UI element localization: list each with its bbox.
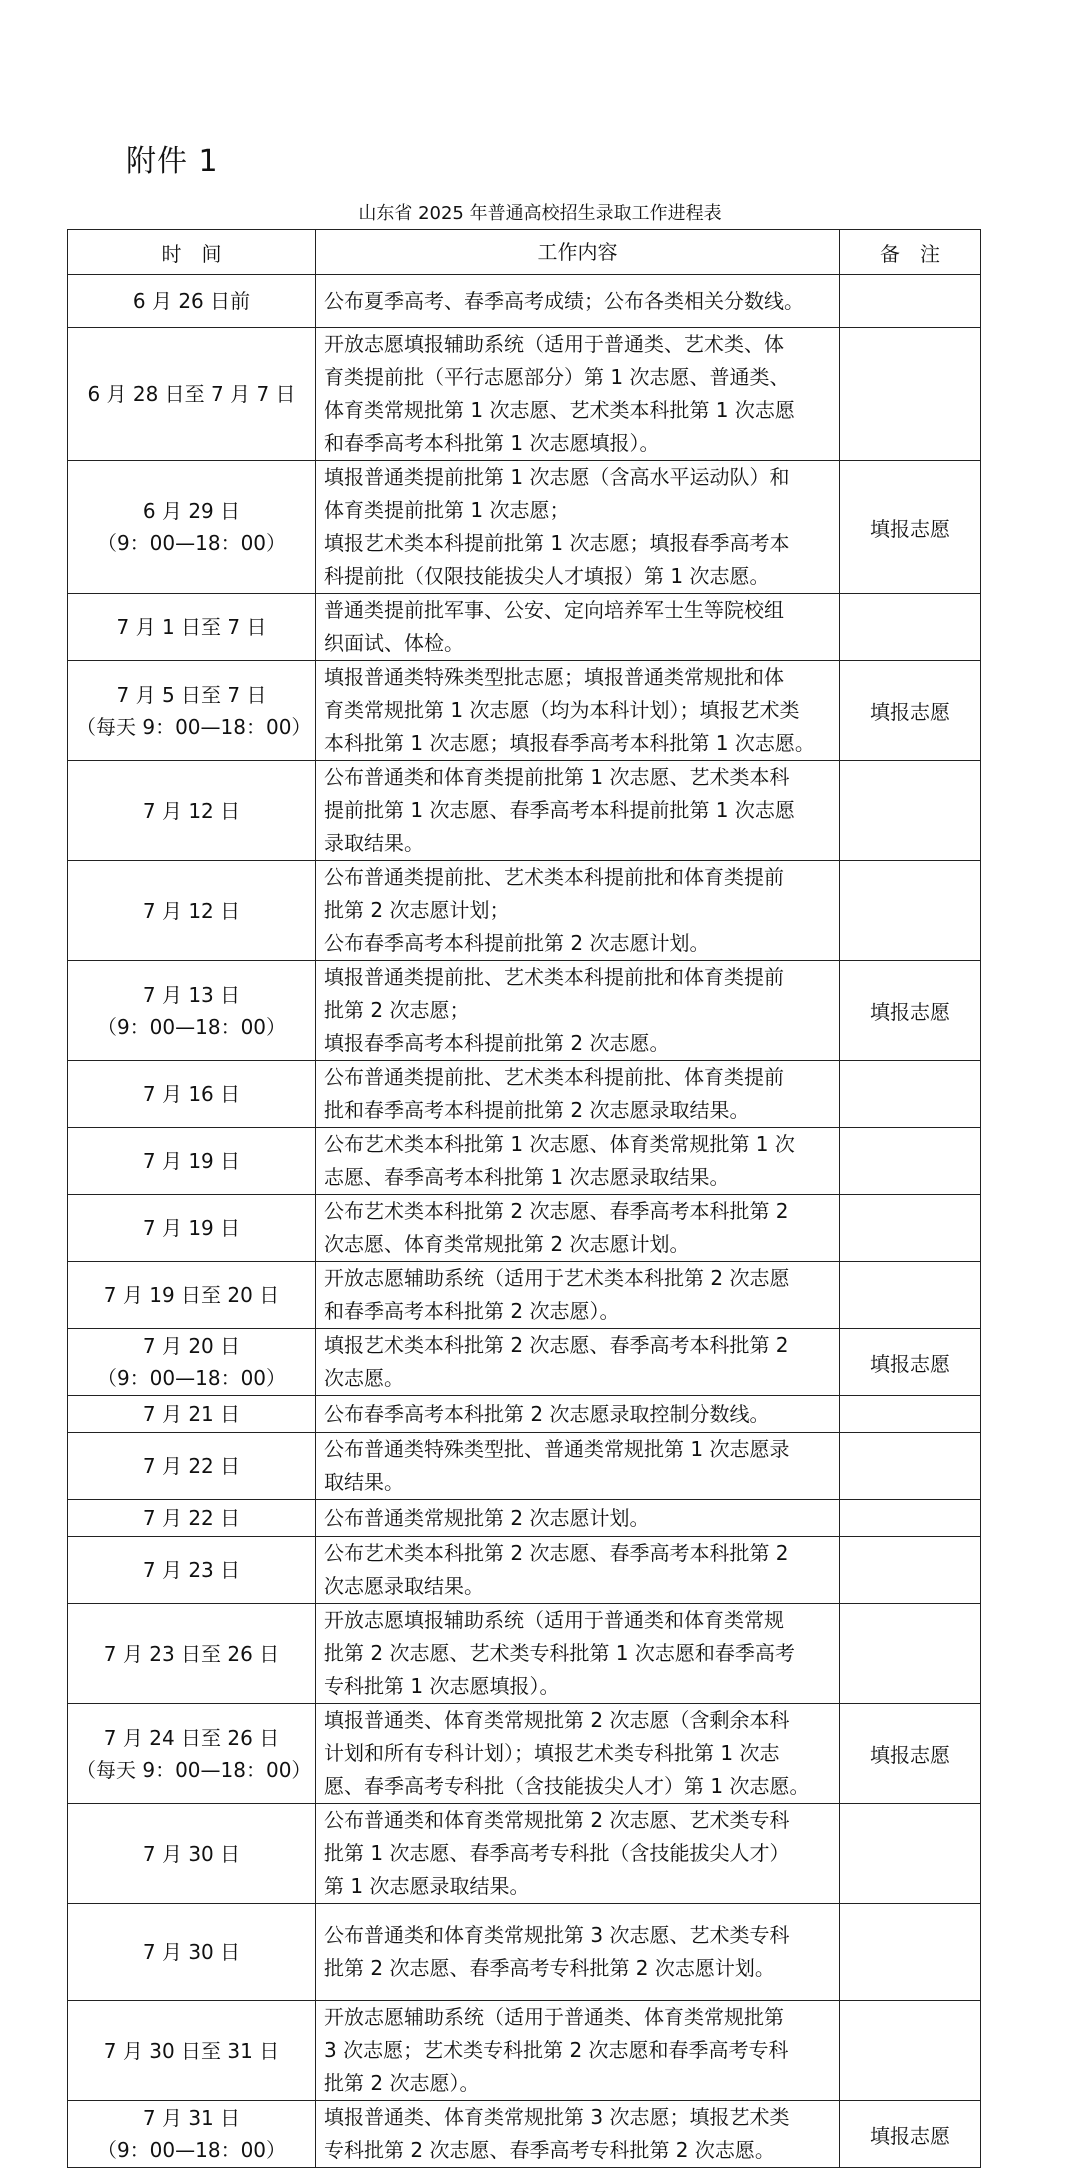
content-cell — [316, 1061, 840, 1128]
table-row — [68, 594, 981, 661]
time-line: （每天 9：00—18：00） — [76, 714, 312, 739]
time-cell — [68, 1061, 316, 1128]
table-row — [68, 2001, 981, 2101]
table-row — [68, 1704, 981, 1804]
time-line: （9：00—18：00） — [96, 1366, 287, 1390]
time-line: 6 月 29 日 — [142, 499, 241, 523]
content-line: 开放志愿填报辅助系统（适用于普通类和体育类常规 — [324, 1608, 784, 1632]
time-line: （9：00—18：00） — [96, 2138, 287, 2162]
time-cell — [68, 1396, 316, 1433]
content-line: 公布普通类和体育类常规批第 2 次志愿、艺术类专科 — [324, 1808, 790, 1832]
content-line: 填报普通类提前批第 1 次志愿（含高水平运动队）和 — [324, 465, 790, 489]
content-line: 批第 2 次志愿； — [324, 998, 470, 1022]
time-cell — [68, 1904, 316, 2001]
content-cell — [316, 2101, 840, 2168]
time-cell — [68, 2101, 316, 2168]
content-cell — [316, 1500, 840, 1537]
time-line: 7 月 19 日 — [142, 1149, 241, 1173]
content-cell — [316, 1262, 840, 1329]
note-cell: 填报志愿 — [840, 1704, 981, 1804]
note-cell — [840, 1804, 981, 1904]
content-line: 录取结果。 — [324, 831, 424, 855]
note-cell — [840, 1537, 981, 1604]
note-cell: 填报志愿 — [840, 661, 981, 761]
content-line: 专科批第 1 次志愿填报）。 — [324, 1674, 560, 1698]
content-line: 第 1 次志愿录取结果。 — [324, 1874, 530, 1898]
content-line: 育类提前批（平行志愿部分）第 1 次志愿、普通类、 — [324, 365, 790, 389]
content-line: 填报普通类、体育类常规批第 3 次志愿；填报艺术类 — [324, 2105, 790, 2129]
note-cell — [840, 1195, 981, 1262]
time-line: 7 月 5 日至 7 日 — [116, 682, 267, 707]
table-row — [68, 1904, 981, 2001]
time-line: 7 月 12 日 — [142, 898, 241, 923]
time-line: 7 月 21 日 — [142, 1402, 241, 1426]
time-line: 7 月 30 日至 31 日 — [103, 2038, 280, 2063]
content-line: 本科批第 1 次志愿；填报春季高考本科批第 1 次志愿。 — [324, 731, 815, 755]
table-row — [68, 961, 981, 1061]
header-content: 工作内容 — [316, 230, 840, 275]
content-line: 愿、春季高考专科批（含技能拔尖人才）第 1 次志愿。 — [324, 1774, 810, 1798]
header-time: 时 间 — [68, 230, 316, 275]
time-line: 7 月 1 日至 7 日 — [116, 615, 267, 639]
note-cell — [840, 2001, 981, 2101]
time-line: （每天 9：00—18：00） — [76, 1757, 312, 1782]
content-line: 体育类常规批第 1 次志愿、艺术类本科批第 1 次志愿 — [324, 398, 795, 422]
time-line: 7 月 12 日 — [142, 798, 241, 823]
admission-schedule-table — [67, 229, 981, 2168]
content-line: 和春季高考本科批第 1 次志愿填报）。 — [324, 431, 660, 455]
content-line: 公布普通类提前批、艺术类本科提前批、体育类提前 — [324, 1065, 784, 1089]
content-cell — [316, 661, 840, 761]
table-row — [68, 1537, 981, 1604]
time-cell — [68, 961, 316, 1061]
time-cell — [68, 1262, 316, 1329]
time-cell — [68, 328, 316, 461]
content-line: 和春季高考本科批第 2 次志愿）。 — [324, 1299, 620, 1323]
table-row — [68, 1262, 981, 1329]
time-cell — [68, 861, 316, 961]
time-line: 7 月 23 日至 26 日 — [103, 1641, 280, 1666]
time-cell — [68, 1329, 316, 1396]
content-line: 计划和所有专科计划）；填报艺术类专科批第 1 次志 — [324, 1741, 780, 1765]
time-line: 7 月 19 日至 20 日 — [103, 1283, 280, 1307]
table-row — [68, 1061, 981, 1128]
note-cell — [840, 1904, 981, 2001]
table-row — [68, 1500, 981, 1537]
content-line: 批第 2 次志愿、春季高考专科批第 2 次志愿计划。 — [324, 1956, 775, 1980]
time-cell — [68, 1804, 316, 1904]
content-cell — [316, 2001, 840, 2101]
content-line: 次志愿录取结果。 — [324, 1574, 484, 1598]
note-cell: 填报志愿 — [840, 1329, 981, 1396]
content-line: 公布春季高考本科批第 2 次志愿录取控制分数线。 — [324, 1401, 770, 1426]
time-cell — [68, 275, 316, 328]
content-line: 批第 2 次志愿、艺术类专科批第 1 次志愿和春季高考 — [324, 1641, 795, 1665]
note-cell — [840, 1061, 981, 1128]
note-cell — [840, 1604, 981, 1704]
time-cell — [68, 1704, 316, 1804]
content-line: 志愿、春季高考本科批第 1 次志愿录取结果。 — [324, 1165, 730, 1189]
content-line: 体育类提前批第 1 次志愿； — [324, 498, 570, 522]
time-cell — [68, 2001, 316, 2101]
table-header-row — [68, 230, 981, 275]
header-note: 备 注 — [840, 230, 981, 275]
table-row — [68, 328, 981, 461]
content-line: 填报普通类特殊类型批志愿；填报普通类常规批和体 — [324, 665, 784, 689]
document-title: 山东省 2025 年普通高校招生录取工作进程表 — [358, 203, 722, 224]
time-line: 7 月 22 日 — [142, 1506, 241, 1530]
content-line: 育类常规批第 1 次志愿（均为本科计划）；填报艺术类 — [324, 698, 800, 722]
content-line: 批第 2 次志愿）。 — [324, 2071, 480, 2095]
content-cell — [316, 1604, 840, 1704]
note-cell — [840, 761, 981, 861]
table-row — [68, 1396, 981, 1433]
time-line: 7 月 30 日 — [142, 1940, 241, 1964]
note-cell — [840, 1396, 981, 1433]
content-line: 取结果。 — [324, 1470, 404, 1494]
content-line: 提前批第 1 次志愿、春季高考本科提前批第 1 次志愿 — [324, 798, 795, 822]
content-line: 次志愿。 — [324, 1366, 404, 1390]
content-line: 填报艺术类本科批第 2 次志愿、春季高考本科批第 2 — [324, 1333, 789, 1357]
time-line: 6 月 26 日前 — [132, 289, 251, 313]
table-row — [68, 275, 981, 328]
content-line: 普通类提前批军事、公安、定向培养军士生等院校组 — [324, 598, 784, 622]
attachment-label: 附件 1 — [126, 144, 219, 179]
content-line: 次志愿、体育类常规批第 2 次志愿计划。 — [324, 1232, 690, 1256]
content-line: 开放志愿辅助系统（适用于艺术类本科批第 2 次志愿 — [324, 1266, 790, 1290]
table-row — [68, 1604, 981, 1704]
time-line: 7 月 22 日 — [142, 1454, 241, 1478]
content-line: 专科批第 2 次志愿、春季高考专科批第 2 次志愿。 — [324, 2138, 775, 2162]
content-cell — [316, 961, 840, 1061]
content-line: 公布艺术类本科批第 1 次志愿、体育类常规批第 1 次 — [324, 1132, 795, 1156]
table-row — [68, 761, 981, 861]
time-line: 7 月 16 日 — [142, 1082, 241, 1106]
content-line: 公布普通类提前批、艺术类本科提前批和体育类提前 — [324, 865, 784, 889]
note-cell: 填报志愿 — [840, 961, 981, 1061]
content-line: 公布夏季高考、春季高考成绩；公布各类相关分数线。 — [324, 288, 804, 313]
table-row — [68, 1128, 981, 1195]
content-line: 公布普通类常规批第 2 次志愿计划。 — [324, 1505, 650, 1530]
content-cell — [316, 1128, 840, 1195]
time-line: 7 月 13 日 — [142, 982, 241, 1007]
content-cell — [316, 594, 840, 661]
content-cell — [316, 1804, 840, 1904]
time-cell — [68, 1433, 316, 1500]
time-line: 7 月 30 日 — [142, 1841, 241, 1866]
content-cell — [316, 1195, 840, 1262]
time-cell — [68, 761, 316, 861]
time-cell — [68, 1604, 316, 1704]
note-cell — [840, 275, 981, 328]
note-cell — [840, 861, 981, 961]
table-row — [68, 661, 981, 761]
time-cell — [68, 1500, 316, 1537]
content-line: 公布艺术类本科批第 2 次志愿、春季高考本科批第 2 — [324, 1541, 789, 1565]
content-line: 开放志愿填报辅助系统（适用于普通类、艺术类、体 — [324, 332, 784, 356]
time-line: 7 月 31 日 — [142, 2106, 241, 2130]
content-line: 填报春季高考本科提前批第 2 次志愿。 — [324, 1031, 670, 1055]
note-cell — [840, 1433, 981, 1500]
time-line: 6 月 28 日至 7 月 7 日 — [87, 382, 296, 406]
note-cell: 填报志愿 — [840, 2101, 981, 2168]
table-row — [68, 1804, 981, 1904]
note-cell — [840, 1262, 981, 1329]
content-line: 公布春季高考本科提前批第 2 次志愿计划。 — [324, 931, 710, 955]
time-cell — [68, 1537, 316, 1604]
time-line: （9：00—18：00） — [96, 1014, 287, 1039]
table-row — [68, 461, 981, 594]
note-cell: 填报志愿 — [840, 461, 981, 594]
content-line: 公布普通类特殊类型批、普通类常规批第 1 次志愿录 — [324, 1437, 790, 1461]
time-line: 7 月 19 日 — [142, 1216, 241, 1240]
time-cell — [68, 661, 316, 761]
content-cell — [316, 1704, 840, 1804]
content-line: 公布普通类和体育类提前批第 1 次志愿、艺术类本科 — [324, 765, 790, 789]
time-cell — [68, 461, 316, 594]
content-cell — [316, 328, 840, 461]
content-line: 填报普通类、体育类常规批第 2 次志愿（含剩余本科 — [324, 1708, 790, 1732]
table-row — [68, 1433, 981, 1500]
content-line: 公布普通类和体育类常规批第 3 次志愿、艺术类专科 — [324, 1923, 790, 1947]
table-row — [68, 861, 981, 961]
note-cell — [840, 1500, 981, 1537]
content-line: 3 次志愿；艺术类专科批第 2 次志愿和春季高考专科 — [324, 2038, 789, 2062]
content-line: 公布艺术类本科批第 2 次志愿、春季高考本科批第 2 — [324, 1199, 789, 1223]
table-body — [68, 275, 981, 2168]
content-cell — [316, 461, 840, 594]
content-line: 织面试、体检。 — [324, 631, 464, 655]
content-line: 批第 2 次志愿计划； — [324, 898, 510, 922]
content-line: 科提前批（仅限技能拔尖人才填报）第 1 次志愿。 — [324, 564, 770, 588]
table-row — [68, 1329, 981, 1396]
table-row — [68, 1195, 981, 1262]
time-line: （9：00—18：00） — [96, 531, 287, 555]
content-cell — [316, 1396, 840, 1433]
table-row — [68, 2101, 981, 2168]
time-cell — [68, 1195, 316, 1262]
content-line: 批和春季高考本科提前批第 2 次志愿录取结果。 — [324, 1098, 750, 1122]
content-cell — [316, 1329, 840, 1396]
note-cell — [840, 594, 981, 661]
content-cell — [316, 1537, 840, 1604]
time-cell — [68, 594, 316, 661]
content-cell — [316, 1904, 840, 2001]
content-line: 批第 1 次志愿、春季高考专科批（含技能拔尖人才） — [324, 1841, 790, 1865]
note-cell — [840, 328, 981, 461]
time-line: 7 月 20 日 — [142, 1334, 241, 1358]
time-line: 7 月 23 日 — [142, 1558, 241, 1582]
content-line: 开放志愿辅助系统（适用于普通类、体育类常规批第 — [324, 2005, 784, 2029]
content-cell — [316, 275, 840, 328]
content-cell — [316, 861, 840, 961]
note-cell — [840, 1128, 981, 1195]
time-cell — [68, 1128, 316, 1195]
time-line: 7 月 24 日至 26 日 — [103, 1725, 280, 1750]
content-cell — [316, 761, 840, 861]
content-cell — [316, 1433, 840, 1500]
content-line: 填报艺术类本科提前批第 1 次志愿；填报春季高考本 — [324, 531, 790, 555]
content-line: 填报普通类提前批、艺术类本科提前批和体育类提前 — [324, 965, 784, 989]
